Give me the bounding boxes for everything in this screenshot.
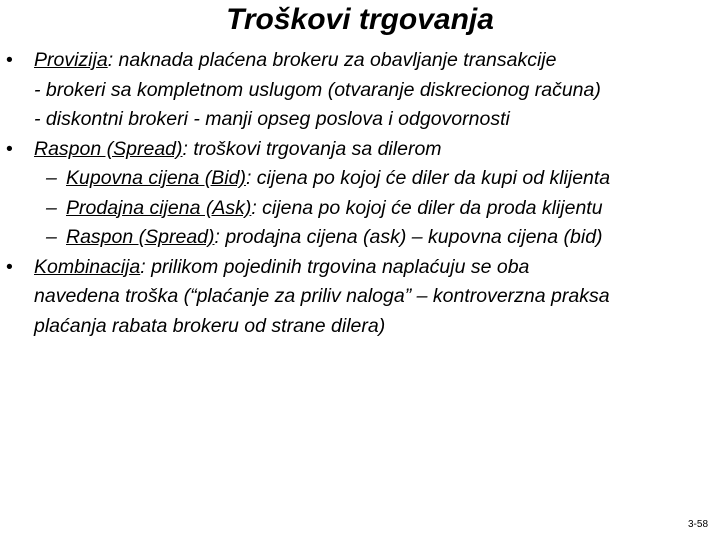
dash-icon: – <box>46 226 57 248</box>
term-colon: : <box>107 49 114 71</box>
provizija-text: naknada plaćena brokeru za obavljanje transakcije <box>113 49 557 71</box>
cont-text: plaćanja rabata brokeru od strane dilera) <box>34 314 386 337</box>
spread-text: : prodajna cijena (ask) – kupovna cijena (bid) <box>214 226 603 248</box>
bid-text: : cijena po kojoj će diler da kupi od klijenta <box>245 167 611 189</box>
cont-text: navedena troška (“plaćanje za priliv naloga” – kontroverzna praksa <box>34 285 610 307</box>
bullet-icon: • <box>6 137 13 160</box>
term-ask: Prodajna cijena (Ask) <box>66 196 252 219</box>
provizija-sub-discount <box>0 105 720 135</box>
slide-body <box>0 46 720 341</box>
raspon-sub-ask <box>0 194 720 224</box>
kombinacija-cont-1 <box>0 282 720 312</box>
sub-text: - brokeri sa kompletnom uslugom (otvaranje diskrecionog računa) <box>34 78 601 101</box>
sub-text: - diskontni brokeri - manji opseg poslova i odgovornosti <box>34 108 510 130</box>
raspon-sub-bid <box>0 164 720 194</box>
term-raspon: Raspon (Spread) <box>34 137 183 160</box>
term-provizija: Provizija <box>34 49 108 71</box>
ask-text: : cijena po kojoj će diler da proda klijentu <box>251 196 603 219</box>
provizija-sub-full-service <box>0 76 720 106</box>
dash-icon: – <box>46 167 57 189</box>
dash-icon: – <box>46 196 57 219</box>
kombinacija-cont-2 <box>0 312 720 342</box>
bullet-provizija <box>0 46 720 76</box>
term-spread: Raspon (Spread) <box>66 226 215 248</box>
bullet-kombinacija <box>0 253 720 283</box>
bullet-icon: • <box>6 255 13 278</box>
slide-number: 3-58 <box>687 519 708 530</box>
bullet-raspon <box>0 135 720 165</box>
raspon-text: troškovi trgovanja sa dilerom <box>187 137 442 160</box>
raspon-sub-spread <box>0 223 720 253</box>
term-colon: : <box>140 255 146 278</box>
bullet-icon: • <box>6 49 13 71</box>
term-bid: Kupovna cijena (Bid) <box>66 167 246 189</box>
term-colon: : <box>182 137 188 160</box>
slide-title: Troškovi trgovanja <box>226 3 494 36</box>
term-kombinacija: Kombinacija <box>34 255 141 278</box>
kombinacija-text: prilikom pojedinih trgovina naplaćuju se oba <box>145 255 530 278</box>
